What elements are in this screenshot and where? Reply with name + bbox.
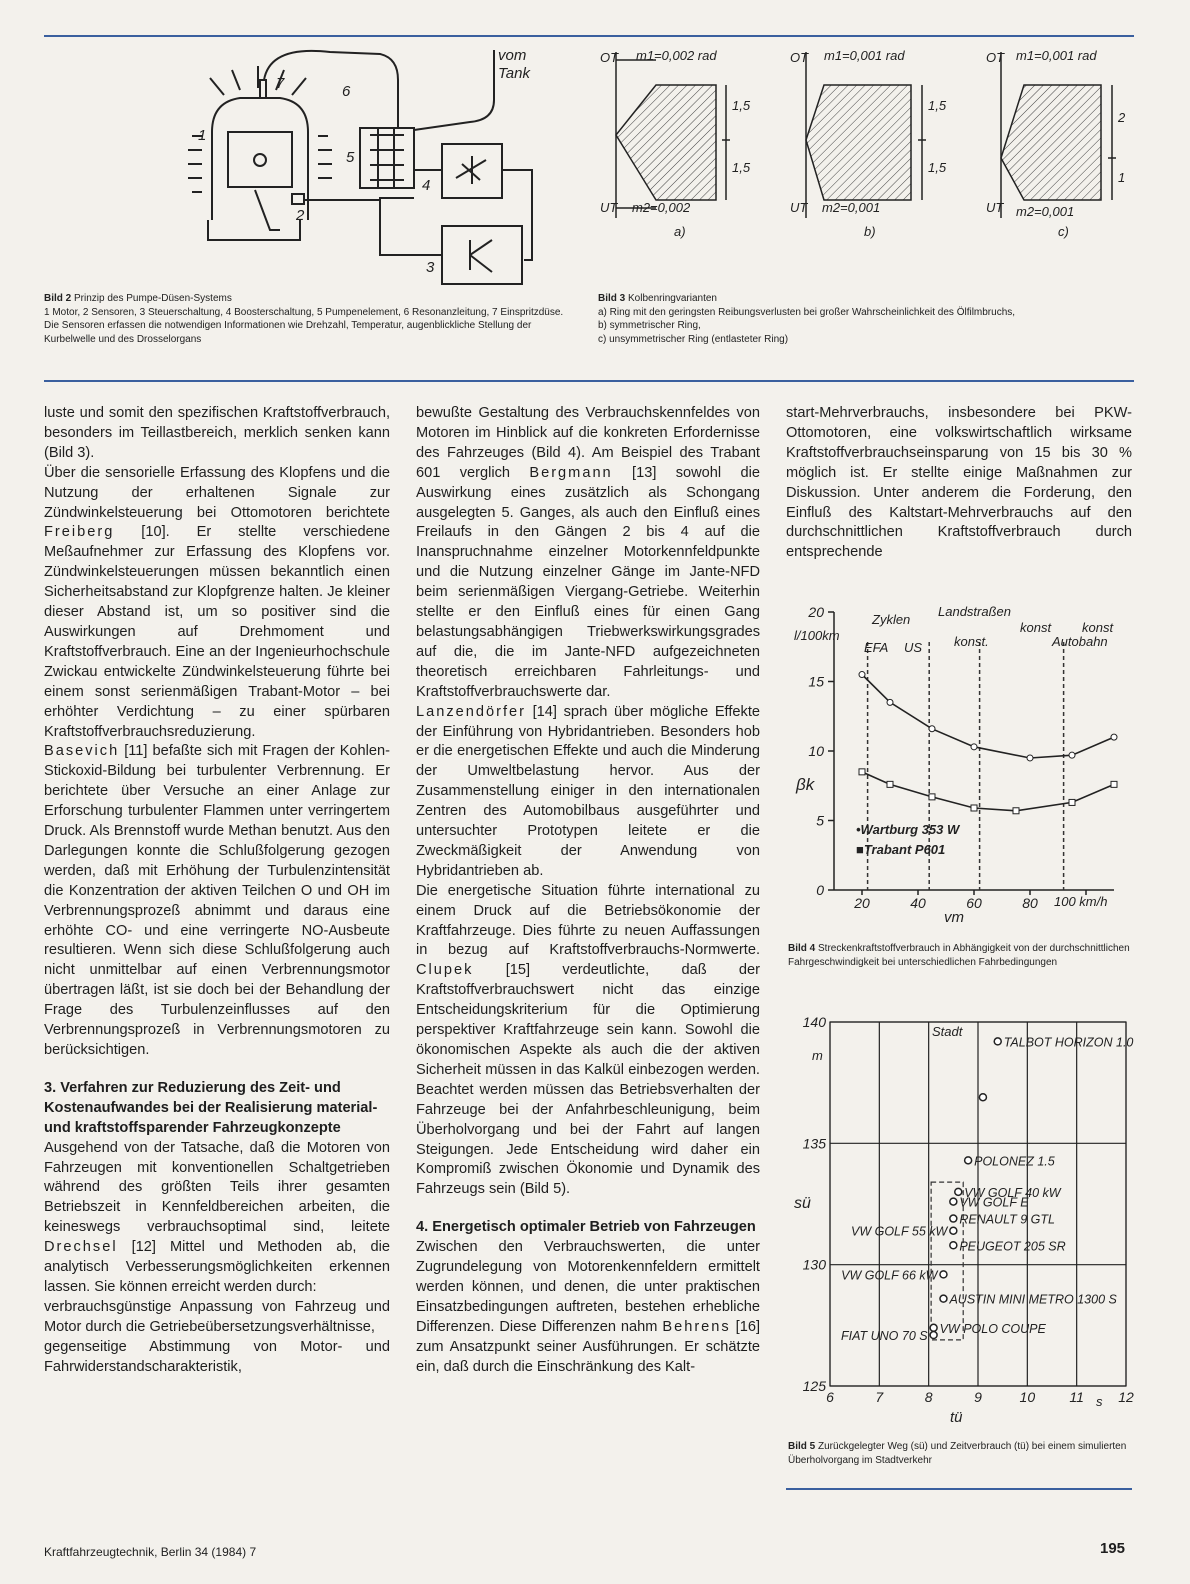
fig2-label-vom: vom xyxy=(498,47,527,64)
fig4-point-wartburg xyxy=(1069,752,1075,758)
figure-2-caption xyxy=(44,292,574,346)
fig5-point-label: VW GOLF 55 kW xyxy=(851,1224,948,1239)
fig5-point xyxy=(979,1094,986,1101)
col1-para-3-author: Basevich xyxy=(44,743,120,760)
fig3c-ut: UT xyxy=(986,200,1004,215)
fig3c-ot: OT xyxy=(986,50,1005,65)
fig3a-ut: UT xyxy=(600,200,618,215)
figure-5-caption-body: Zurückgelegter Weg (sü) und Zeitverbrauch (tü) bei einem simulierten Überholvorgang im Stadtverkehr xyxy=(788,1441,1127,1466)
section-4-heading: 4. Energetisch optimaler Betrieb von Fahrzeugen xyxy=(416,1219,756,1236)
fig4-konst: konst. xyxy=(954,634,989,649)
col2-para-4-text-b: [16] zum Ansatzpunkt seiner Ausführungen. Er schätzte ein, daß durch die Einschränkung des Kalt- xyxy=(416,1318,760,1375)
fig3b-ut: UT xyxy=(790,200,808,215)
fig3b-d2: 1,5 xyxy=(928,160,947,175)
fig4-konst-autobahn: konst xyxy=(1020,620,1052,635)
fig4-landstrassen: Landstraßen xyxy=(938,604,1011,619)
text-column-1 xyxy=(44,404,390,1378)
figure-2-caption-title: Prinzip des Pumpe-Düsen-Systems xyxy=(74,293,232,304)
figure-4-caption-body: Streckenkraftstoffverbrauch in Abhängigkeit von der durchschnittlichen Fahrgeschwindigkeit bei unterschiedlichen Fahrbedingungen xyxy=(788,943,1130,968)
col2-para-4-text-a: Zwischen den Verbrauchswerten, die unter Zugrundelegung von Motorenkennfeldern ermittelt werden können, und denen, die unter praktischen Einsatzbedingungen auftreten, bestehen erhebliche Differenzen. Diese Differenzen nahm xyxy=(416,1239,760,1335)
fig5-x-tick-label: 11 xyxy=(1069,1389,1084,1405)
fig4-point-trabant xyxy=(859,769,865,775)
fig5-point xyxy=(994,1038,1001,1045)
col2-para-4-author: Behrens xyxy=(662,1318,731,1335)
fig4-legend-trabant: ■Trabant P601 xyxy=(856,842,946,857)
figure-2-diagram xyxy=(180,40,560,285)
figure-4-chart xyxy=(784,600,1134,930)
figure-3-caption-c: c) unsymmetrischer Ring (entlasteter Ring) xyxy=(598,333,789,345)
fig5-x-tick-label: 10 xyxy=(1019,1389,1036,1405)
col1-para-2-text-a: Über die sensorielle Erfassung des Klopfens und die Nutzung der erhaltenen Signale zur Zündwinkelsteuerung bei Ottomotoren berichtete xyxy=(44,464,390,521)
fig2-label-5: 5 xyxy=(346,149,355,166)
fig4-xunit: 100 km/h xyxy=(1054,894,1108,909)
fig5-y-tick-label: 125 xyxy=(802,1378,826,1394)
fig2-label-2: 2 xyxy=(296,207,305,224)
col2-para-3-text-b: [15] verdeutlichte, daß der Kraftstoffverbrauchswert nicht das einzige Entscheidungskriterium für die Optimierung perspektiver Kraftfahrzeuge sein kann. Sowohl die ökonomischen Aspekte als auch die der aktiven Sicherheit müssen in das Kalkül einbezogen werden. Beachtet werden müssen das Betriebsverhalten der Fahrzeuge bei der Anfahrbeschleunigung, beim Überholvorgang und bei der Fahrt auf langen Steigungen. Jede Entscheidung wird daher ein Kompromiß zwischen Ökonomie und Dynamik des Fahrzeugs sein (Bild 5). xyxy=(416,962,760,1198)
fig5-point xyxy=(940,1295,947,1302)
fig4-y-tick-label: 5 xyxy=(816,812,824,829)
page-number: 195 xyxy=(1100,1540,1126,1557)
col2-para-2 xyxy=(416,703,760,882)
fig4-zyklen: Zyklen xyxy=(872,612,911,627)
col1-para-4-text-b: [12] Mittel und Methoden ab, die analytisch Verbesserungsmöglichkeiten erkennen lassen. Sie können erreicht werden durch: xyxy=(44,1239,390,1295)
col1-para-4 xyxy=(44,1139,390,1298)
fig5-point xyxy=(965,1157,972,1164)
fig5-ylabel: sü xyxy=(794,1195,811,1212)
fig3a-d1: 1,5 xyxy=(732,98,751,113)
col1-para-6: gegenseitige Abstimmung von Motor- und Fahrwiderstandscharakteristik, xyxy=(44,1338,390,1375)
col1-para-2 xyxy=(44,464,390,743)
fig3a-m1: m1=0,002 rad xyxy=(636,48,717,63)
fig4-y-tick-label: 0 xyxy=(816,882,824,898)
fig4-series-wartburg xyxy=(862,675,1114,759)
fig3b-d1: 1,5 xyxy=(928,98,947,113)
fig4-konst-right: konst xyxy=(1082,620,1114,635)
fig3a-m2: m2=0,002 xyxy=(632,200,691,215)
col2-para-4 xyxy=(416,1238,760,1377)
col1-para-2-author: Freiberg xyxy=(44,524,115,541)
fig5-x-tick-label: 12 xyxy=(1118,1389,1134,1405)
figure-3-diagram xyxy=(596,40,1136,250)
col1-para-5: verbrauchsgünstige Anpassung von Fahrzeug und Motor durch die Getriebeübersetzungsverhältnisse, xyxy=(44,1298,390,1335)
fig3c-d1: 2 xyxy=(1118,110,1126,125)
fig2-label-1: 1 xyxy=(198,127,207,144)
fig5-point-label: POLONEZ 1.5 xyxy=(974,1154,1055,1169)
text-column-2 xyxy=(416,404,760,1378)
fig5-point-label: TALBOT HORIZON 1.0 xyxy=(1003,1035,1134,1050)
col1-para-3 xyxy=(44,742,390,1061)
fig4-point-wartburg xyxy=(1111,734,1117,740)
figure-3-caption-title: Kolbenringvarianten xyxy=(628,293,717,304)
col2-para-1 xyxy=(416,404,760,703)
col2-para-3-text-a: Die energetische Situation führte international zu einem Druck auf die Betriebsökonomie der Kraftfahrzeuge. Dies führte zu neuen Auffassungen in bezug auf Kraftstoffverbrauchs-Normwerte. xyxy=(416,882,760,959)
fig4-us: US xyxy=(904,640,923,655)
fig5-point-label: VW GOLF 66 kW xyxy=(841,1268,938,1283)
fig4-point-wartburg xyxy=(929,726,935,732)
fig5-point xyxy=(955,1188,962,1195)
fig3c-tag: c) xyxy=(1058,224,1069,239)
fig5-y-tick-label: 135 xyxy=(802,1135,826,1152)
fig3c-d2: 1 xyxy=(1118,170,1126,185)
fig3c-m1: m1=0,001 rad xyxy=(1016,48,1097,63)
fig2-label-3: 3 xyxy=(426,259,435,276)
fig5-y-tick-label: 130 xyxy=(802,1256,826,1273)
fig5-point xyxy=(940,1271,947,1278)
fig5-point xyxy=(930,1332,937,1339)
fig4-x-tick-label: 60 xyxy=(966,895,982,911)
figure-4-caption xyxy=(788,942,1134,969)
fig3a-d2: 1,5 xyxy=(732,160,751,175)
fig4-y-tick-label: 20 xyxy=(808,604,824,620)
figure-5-chart xyxy=(784,1008,1134,1430)
figure-3-caption xyxy=(598,292,1138,346)
fig2-label-7: 7 xyxy=(276,75,285,92)
fig4-point-trabant xyxy=(1013,808,1019,814)
fig5-point-label: VW POLO COUPE xyxy=(939,1321,1046,1336)
col1-para-1: luste und somit den spezifischen Kraftstoffverbrauch, besonders im Teillastbereich, merklich senken kann (Bild 3). xyxy=(44,405,390,461)
fig4-series-trabant xyxy=(862,772,1114,811)
figure-3-caption-label: Bild 3 xyxy=(598,293,626,304)
figure-5-caption xyxy=(788,1440,1134,1467)
fig5-point-label: PEUGEOT 205 SR xyxy=(959,1239,1066,1254)
fig3b-ot: OT xyxy=(790,50,809,65)
fig3a-ot: OT xyxy=(600,50,619,65)
fig4-point-trabant xyxy=(887,781,893,787)
fig4-efa: EFA xyxy=(864,640,889,655)
col1-para-3-text: [11] befaßte sich mit Fragen der Kohlen-Stickoxid-Bildung bei turbulenter Verbrennung. Er berichtete über Versuche an einer Anlage zur Erforschung turbulenter Flammen unter verringertem Druck. Als Brennstoff wurde Methan benutzt. Aus den Darlegungen konnte die Schlußfolgerung gezogen werden, daß mit Erhöhung der Turbulenzintensität die Konzentration der aktiven Teilchen O und OH im Verbrennungsprozeß abnimmt und daraus eine erhöhte CO- und eine verringerte NO-Ausbeute resultieren. Wenn sich diese Schlußfolgerung auch nicht unmittelbar auf einen Verbrennungsmotor übertragen läßt, ist sie doch bei der Behandlung der Frage des Turbulenzeinflusses auf den Verbrennungsprozeß in Verbrennungsmotoren zu berücksichtigen. xyxy=(44,743,390,1058)
fig5-yunit: m xyxy=(812,1048,823,1063)
fig4-ylabel: βk xyxy=(796,775,815,794)
fig2-label-tank: Tank xyxy=(498,65,530,82)
fig4-point-wartburg xyxy=(887,699,893,705)
fig3b-tag: b) xyxy=(864,224,876,239)
col2-para-3 xyxy=(416,882,760,1201)
fig5-point xyxy=(950,1242,957,1249)
figure-2-caption-label: Bild 2 xyxy=(44,293,72,304)
col1-para-4-author: Drechsel xyxy=(44,1239,118,1256)
figure-2-caption-body: 1 Motor, 2 Sensoren, 3 Steuerschaltung, 4 Boosterschaltung, 5 Pumpenelement, 6 Resonanzleitung, 7 Einspritzdüse. Die Sensoren erfassen die notwendigen Informationen wie Drehzahl, Temperatur, augenblickliche Stellung der Kurbelwelle und des Drosselorgans xyxy=(44,306,564,345)
figure-4-caption-label: Bild 4 xyxy=(788,943,816,954)
col2-para-1-text-b: [13] sowohl die Auswirkung eines zusätzlich als Schongang ausgelegten 5. Ganges, als auch den Einfluß eines Freilaufs in den Gängen 2 bis 4 auf die Inanspruchnahme einzelner Motorkennfeldpunkte und die Nutzung einzelner Gänge im Jante-NFD beim serienmäßigen Viergang-Getriebe. Weiterhin stellte er den Einfluß eines für einen Gang belastungsabhängigen Triebwerkswirkungsgrades auf die, die im Jante-NFD aufgezeichneten theoretisch erreichbaren Fahrleitungs- und Kraftstoffverbrauchswerte dar. xyxy=(416,464,760,700)
figure-3-caption-a: a) Ring mit den geringsten Reibungsverlusten bei großer Wahrscheinlichkeit des Ölfilmbruchs, xyxy=(598,306,1016,318)
fig4-point-trabant xyxy=(971,805,977,811)
fig5-xlabel: tü xyxy=(950,1409,963,1426)
fig4-point-wartburg xyxy=(859,672,865,678)
text-column-3 xyxy=(786,404,1132,563)
fig4-autobahn: Autobahn xyxy=(1052,634,1108,649)
col2-para-2-author: Lanzendörfer xyxy=(416,703,527,720)
fig3a-tag: a) xyxy=(674,224,686,239)
col2-para-1-author: Bergmann xyxy=(529,464,613,481)
col2-para-1-text-a: bewußte Gestaltung des Verbrauchskennfeldes von Motoren im Hinblick auf die konkreten Erfordernisse des Fahrzeuges (Bild 4). Am Beispiel des Trabant 601 verglich xyxy=(416,405,760,481)
fig5-point xyxy=(930,1324,937,1331)
col1-para-2-text-b: [10]. Er stellte verschiedene Meßaufnehmer zur Erfassung des Klopfens vor. Zündwinkelsteuerungen müssen bekanntlich einen Sicherheitsabstand zur Klopfgrenze halten. Je kleiner dieser Abstand ist, um so positiver sind die Auswirkungen auf Drehmoment und Kraftstoffverbrauch. Eine an der Ingenieurhochschule Zwickau entwickelte Zündwinkelsteuerung führte bei einem sonst serienmäßigen Trabant-Motor – bei erhöhter Verdichtung – zu einer spürbaren Kraftstoffverbrauchsreduzierung. xyxy=(44,524,390,740)
mid-rule xyxy=(44,380,1134,382)
col1-para-4-text-a: Ausgehend von der Tatsache, daß die Motoren von Fahrzeugen mit konventionellen Schaltgetrieben während des größten Teils ihrer gesamten Betriebszeit in Kennfeldbereichen arbeiten, die keineswegs verbrauchsoptimal sind, leitete xyxy=(44,1139,390,1236)
fig4-point-wartburg xyxy=(971,744,977,750)
fig4-x-tick-label: 40 xyxy=(910,895,926,911)
fig4-y-tick-label: 15 xyxy=(808,673,824,690)
fig4-yunit: l/100km xyxy=(794,628,840,643)
fig4-x-tick-label: 20 xyxy=(854,895,870,911)
section-3-heading: 3. Verfahren zur Reduzierung des Zeit- und Kostenaufwandes bei der Realisierung material- und kraftstoffsparender Fahrzeugkonzepte xyxy=(44,1079,378,1136)
fig4-point-trabant xyxy=(1111,781,1117,787)
fig5-point xyxy=(950,1215,957,1222)
fig4-legend-wartburg: •Wartburg 353 W xyxy=(856,822,960,837)
top-rule xyxy=(44,35,1134,37)
fig5-point-label: AUSTIN MINI METRO 1300 S xyxy=(949,1292,1117,1307)
fig2-label-4: 4 xyxy=(422,177,431,194)
fig5-x-tick-label: 9 xyxy=(974,1389,982,1405)
fig5-y-tick-label: 140 xyxy=(802,1014,826,1030)
fig5-x-tick-label: 6 xyxy=(826,1389,834,1405)
col2-para-2-text: [14] sprach über mögliche Effekte der Einführung von Hybridantrieben. Besonders hob er die energetischen Effekte und auch die Minderung der Umweltbelastung hervor. Aus der Zusammenstellung einiger in den internationalen Zentren des Automobilbaus ausgeführter und untersuchter Prototypen leitete er die Zweckmäßigkeit der Anwendung von Hybridantrieben ab. xyxy=(416,703,760,879)
fig5-point-label: FIAT UNO 70 S xyxy=(841,1329,928,1344)
fig3c-m2: m2=0,001 xyxy=(1016,204,1075,219)
fig4-xlabel: vm xyxy=(944,909,964,926)
bottom-rule xyxy=(786,1488,1132,1490)
col2-para-3-author: Clupek xyxy=(416,962,474,979)
fig5-point-label: VW GOLF 40 kW xyxy=(964,1185,1061,1200)
fig4-x-tick-label: 80 xyxy=(1022,895,1038,911)
fig5-x-tick-label: 8 xyxy=(924,1389,933,1405)
fig5-point xyxy=(950,1227,957,1234)
fig5-point-label: RENAULT 9 GTL xyxy=(959,1212,1055,1227)
col3-para-1: start-Mehrverbrauchs, insbesondere bei PKW-Ottomotoren, eine volkswirtschaftlich wirksame Kraftstoffverbrauchseinsparung von 15 bis 30 % möglich ist. Er stellte einige Maßnahmen zur Diskussion. Unter anderem die Forderung, den Einfluß des Kaltstart-Mehrverbrauchs auf den durchschnittlichen Kraftstoffverbrauch durch entsprechende xyxy=(786,405,1132,561)
fig5-stadt: Stadt xyxy=(932,1024,963,1039)
fig4-y-tick-label: 10 xyxy=(808,743,824,759)
fig4-point-trabant xyxy=(929,794,935,800)
fig4-point-wartburg xyxy=(1027,755,1033,761)
fig5-point-label: VW GOLF E xyxy=(959,1195,1029,1210)
fig5-xunit: s xyxy=(1096,1394,1103,1409)
fig4-point-trabant xyxy=(1069,799,1075,805)
journal-footer: Kraftfahrzeugtechnik, Berlin 34 (1984) 7 xyxy=(44,1545,257,1559)
fig5-point xyxy=(950,1198,957,1205)
fig3b-m1: m1=0,001 rad xyxy=(824,48,905,63)
figure-3-caption-b: b) symmetrischer Ring, xyxy=(598,320,701,331)
fig5-x-tick-label: 7 xyxy=(875,1389,884,1405)
fig3b-m2: m2=0,001 xyxy=(822,200,881,215)
figure-5-caption-label: Bild 5 xyxy=(788,1441,816,1452)
fig2-label-6: 6 xyxy=(342,83,351,100)
